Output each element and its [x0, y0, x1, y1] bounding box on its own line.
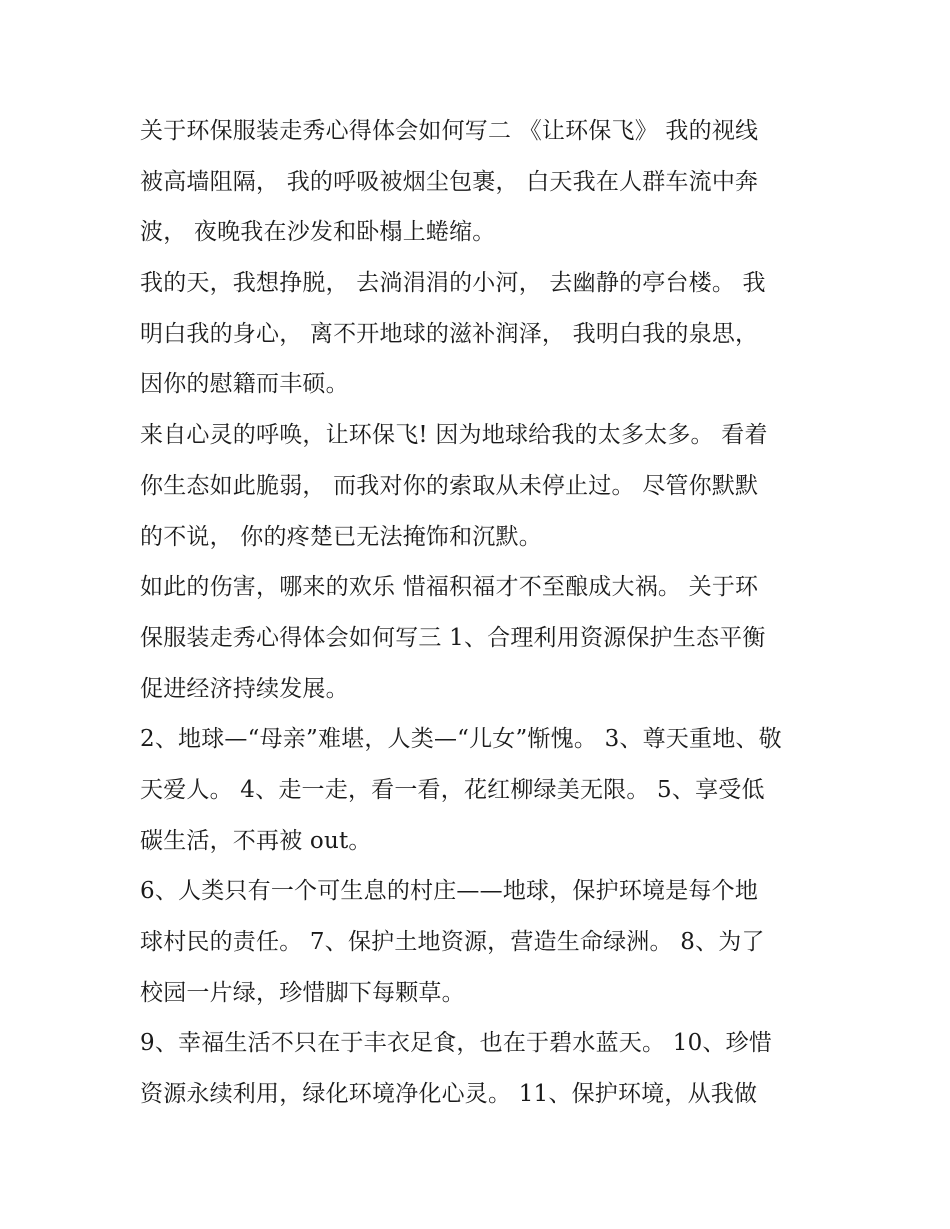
- text-line: 2、地球—“母亲”难堪，人类—“儿女”惭愧。 3、尊天重地、敬: [140, 726, 782, 753]
- text-line: 我的天，我想挣脱， 去淌涓涓的小河， 去幽静的亭台楼。 我: [140, 270, 766, 297]
- text-line: 9、幸福生活不只在于丰衣足食，也在于碧水蓝天。 10、珍惜: [140, 1030, 773, 1057]
- text-line: 关于环保服装走秀心得体会如何写二 《让环保飞》 我的视线: [140, 118, 759, 144]
- text-line: 因你的慰籍而丰硕。: [140, 371, 349, 398]
- text-line: 保服装走秀心得体会如何写三 1、合理利用资源保护生态平衡: [140, 624, 766, 651]
- text-line: 促进经济持续发展。: [140, 675, 349, 702]
- text-line: 球村民的责任。 7、保护土地资源，营造生命绿洲。 8、为了: [140, 929, 765, 955]
- paragraph-7: [140, 1018, 820, 1119]
- paragraph-1: [140, 106, 820, 258]
- text-line: 校园一片绿，珍惜脚下每颗草。: [140, 979, 465, 1006]
- text-line: 碳生活，不再被 out。: [140, 827, 372, 854]
- text-line: 6、人类只有一个可生息的村庄——地球，保护环境是每个地: [140, 878, 759, 905]
- text-line: 被高墙阻隔， 我的呼吸被烟尘包裹， 白天我在人群车流中奔: [140, 168, 759, 195]
- text-line: 资源永续利用，绿化环境净化心灵。 11、保护环境，从我做: [140, 1081, 758, 1108]
- paragraph-6: [140, 866, 820, 1018]
- paragraph-2: [140, 258, 820, 410]
- text-line: 波， 夜晚我在沙发和卧榻上蜷缩。: [140, 219, 496, 246]
- text-line: 天爱人。 4、走一走，看一看，花红柳绿美无限。 5、享受低: [140, 776, 765, 803]
- text-line: 的不说， 你的疼楚已无法掩饰和沉默。: [140, 523, 542, 550]
- body-text: [140, 106, 820, 1120]
- text-line: 如此的伤害，哪来的欢乐 惜福积福才不至酿成大祸。 关于环: [140, 574, 759, 601]
- paragraph-5: [140, 714, 820, 866]
- paragraph-4: [140, 562, 820, 714]
- paragraph-3: [140, 410, 820, 562]
- text-line: 来自心灵的呼唤，让环保飞! 因为地球给我的太多太多。 看着: [140, 422, 768, 449]
- text-line: 明白我的身心， 离不开地球的滋补润泽， 我明白我的泉思，: [140, 320, 759, 347]
- text-line: 你生态如此脆弱， 而我对你的索取从未停止过。 尽管你默默: [140, 472, 759, 499]
